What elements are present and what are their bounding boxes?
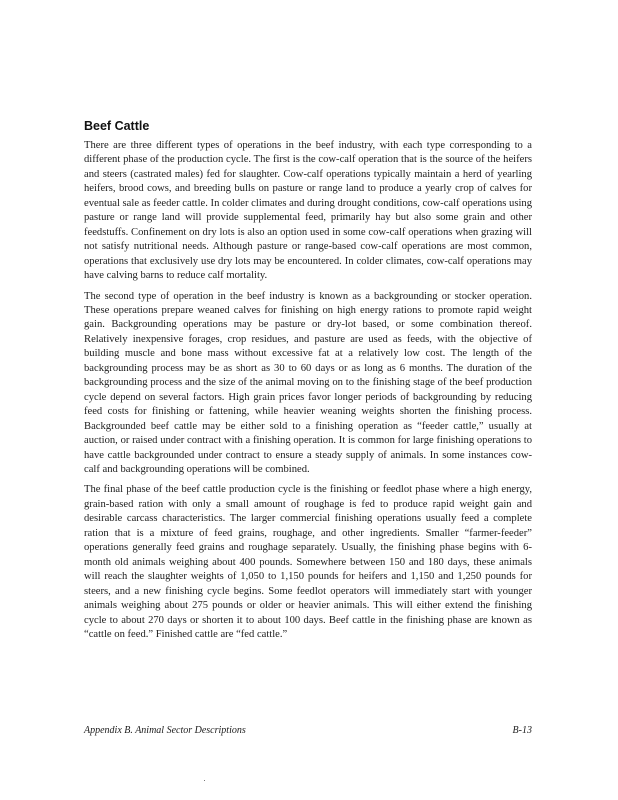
paragraph-finishing: The final phase of the beef cattle production cycle is the finishing or feedlot phase where a high energy, grain-based ration with only a small amount of roughage is fed to produce rapid weight gain and desirable carcass characteristics. The larger commercial finishing operations usually feed a complete ration that is a mixture of feed grains, roughage, and other ingredients. Smaller “farmer-feeder” operations generally feed grains and roughage separately. Usually, the finishing phase begins with 6-month old animals weighing about 400 pounds. Somewhere between 150 and 180 days, these animals will reach the slaughter weights of 1,050 to 1,150 pounds for heifers and 1,150 and 1,250 pounds for steers, and a new finishing cycle begins. Some feedlot operators will immediately start with younger animals weighing about 275 pounds or older or heavier animals. This will either extend the finishing cycle to about 270 days or shorten it to about 100 days. Beef cattle in the finishing phase are known as “cattle on feed.” Finished cattle are “fed cattle.” [84, 484, 532, 640]
section-heading: Beef Cattle [84, 119, 150, 133]
section-body [84, 139, 532, 648]
paragraph-backgrounding: The second type of operation in the beef industry is known as a backgrounding or stocker operation. These operations prepare weaned calves for finishing on high energy rations to promote rapid weight gain. Backgrounding operations may be pasture or dry-lot based, or some combination thereof. Relatively inexpensive forages, crop residues, and pasture are used as feeds, with the objective of building muscle and bone mass without excessive fat at a relatively low cost. The length of the backgrounding process may be as short as 30 to 60 days or as long as 6 months. The duration of the backgrounding process and the size of the animal moving on to the finishing stage of the beef production cycle depend on several factors. High grain prices favor longer periods of backgrounding by reducing feed costs for finishing or fattening, while heavier weaning weights shorten the finishing process. Backgrounded beef cattle may be either sold to a finishing operation as “feeder cattle,” usually at auction, or raised under contract with a finishing operation. It is common for large finishing operations to have cattle backgrounded under contract to ensure a steady supply of animals. In some instances cow-calf and backgrounding operations will be combined. [84, 290, 532, 475]
footer-appendix-title: Appendix B. Animal Sector Descriptions [84, 725, 246, 736]
page-footer [84, 723, 532, 739]
scan-speck [204, 780, 205, 781]
paragraph-cow-calf: There are three different types of operations in the beef industry, with each type corresponding to a different phase of the production cycle. The first is the cow-calf operation that is the source of the heifers and steers (castrated males) fed for slaughter. Cow-calf operations typically maintain a herd of yearling heifers, brood cows, and breeding bulls on pasture or range land to produce a yearly crop of calves for eventual sale as feeder cattle. In colder climates and during drought conditions, cow-calf operations using pasture or range land will provide supplemental feed, primarily hay but also some grain and other feedstuffs. Confinement on dry lots is also an option used in some cow-calf operations when grazing will not satisfy nutritional needs. Although pasture or range-based cow-calf operations are most common, operations that exclusively use dry lots may be encountered. In colder climates, cow-calf operations may have calving barns to reduce calf mortality. [84, 140, 532, 282]
footer-page-number: B-13 [512, 725, 532, 736]
